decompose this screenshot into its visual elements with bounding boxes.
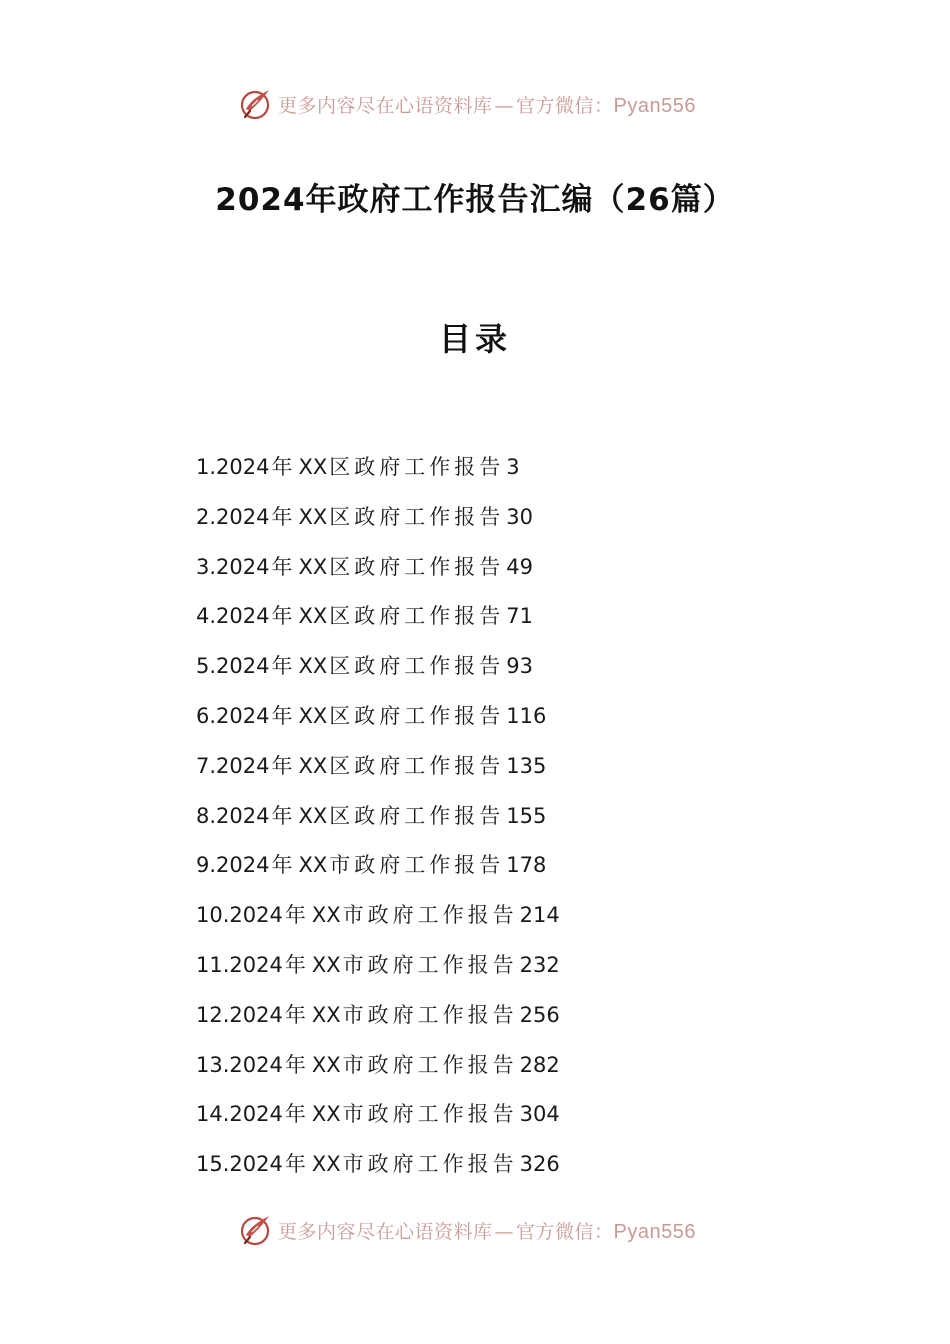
- toc-page-number: 49: [506, 554, 534, 579]
- toc-page-number: 178: [506, 853, 547, 878]
- toc-page-number: 214: [519, 903, 560, 928]
- toc-entry-9[interactable]: 9.2024年XX市政府工作报告178: [196, 853, 547, 878]
- watermark-content: [238, 1213, 696, 1247]
- toc-page-number: 282: [519, 1052, 560, 1077]
- toc-page-number: 155: [506, 803, 547, 828]
- document-title: 2024年政府工作报告汇编（26篇）: [215, 182, 735, 218]
- toc-entry-12[interactable]: 12.2024年XX市政府工作报告256: [196, 1002, 560, 1027]
- toc-page-number: 304: [519, 1102, 560, 1127]
- footer-watermark: [0, 1210, 950, 1250]
- toc-page-number: 3: [506, 455, 520, 479]
- toc-page-number: 326: [519, 1152, 560, 1177]
- toc-entry-1[interactable]: 1.2024年XX区政府工作报告3: [196, 455, 520, 479]
- toc-page-number: 71: [506, 604, 534, 629]
- wechat-id: Pyan556: [613, 94, 696, 117]
- toc-entry-4[interactable]: 4.2024年XX区政府工作报告71: [196, 604, 534, 629]
- toc-page-number: 256: [519, 1002, 560, 1027]
- toc-entry-8[interactable]: 8.2024年XX区政府工作报告155: [196, 803, 547, 828]
- toc-entry-3[interactable]: 3.2024年XX区政府工作报告49: [196, 554, 534, 579]
- table-of-contents: [196, 448, 560, 1195]
- toc-entry-14[interactable]: 14.2024年XX市政府工作报告304: [196, 1102, 560, 1127]
- toc-entry-2[interactable]: 2.2024年XX区政府工作报告30: [196, 504, 534, 529]
- toc-entry-11[interactable]: 11.2024年XX市政府工作报告232: [196, 952, 560, 977]
- toc-page-number: 232: [519, 952, 560, 977]
- quill-pen-logo-icon: [238, 1213, 272, 1247]
- toc-entry-7[interactable]: 7.2024年XX区政府工作报告135: [196, 753, 547, 778]
- toc-entry-13[interactable]: 13.2024年XX市政府工作报告282: [196, 1052, 560, 1077]
- toc-entry-6[interactable]: 6.2024年XX区政府工作报告116: [196, 703, 547, 728]
- toc-page-number: 93: [506, 654, 534, 679]
- header-watermark: [0, 84, 950, 124]
- toc-entry-15[interactable]: 15.2024年XX市政府工作报告326: [196, 1152, 560, 1177]
- watermark-text: 更多内容尽在心语资料库 — 官方微信：Pyan556: [278, 1220, 696, 1243]
- watermark-text: 更多内容尽在心语资料库 — 官方微信：Pyan556: [278, 94, 696, 117]
- wechat-id: Pyan556: [613, 1220, 696, 1243]
- toc-entry-10[interactable]: 10.2024年XX市政府工作报告214: [196, 903, 560, 928]
- watermark-content: [238, 87, 696, 121]
- quill-pen-logo-icon: [238, 87, 272, 121]
- toc-page-number: 135: [506, 753, 547, 778]
- toc-entry-5[interactable]: 5.2024年XX区政府工作报告93: [196, 654, 534, 679]
- toc-heading: 目录: [438, 320, 511, 358]
- toc-page-number: 116: [506, 703, 547, 728]
- toc-page-number: 30: [506, 504, 534, 529]
